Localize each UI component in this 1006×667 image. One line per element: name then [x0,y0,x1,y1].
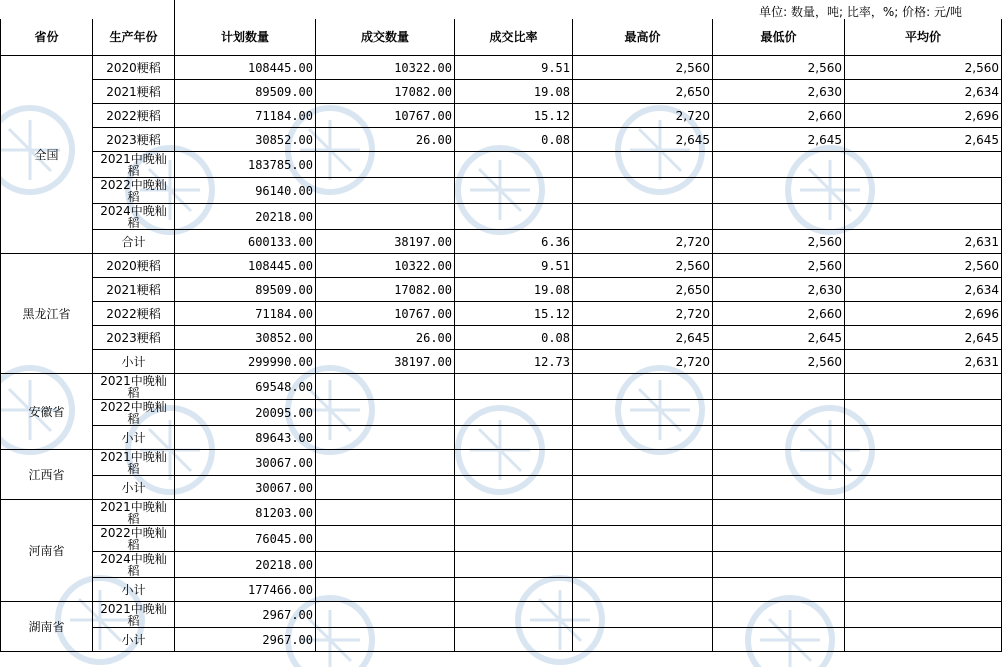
table-row [1,56,1002,80]
deal-ratio-cell [455,476,573,500]
min-price-cell [713,450,845,476]
deal-qty-cell [316,152,455,178]
max-price-cell [573,578,713,602]
header-cell: 最高价 [573,19,713,56]
min-price-cell [713,426,845,450]
province-cell: 全国 [1,56,93,254]
avg-price-cell [845,526,1002,552]
avg-price-cell: 2,560 [845,56,1002,80]
max-price-cell [573,450,713,476]
deal-qty-cell [316,426,455,450]
plan-qty-cell: 89509.00 [175,278,316,302]
min-price-cell: 2,560 [713,56,845,80]
avg-price-cell: 2,631 [845,350,1002,374]
production-year-cell: 2022中晚籼稻 [93,526,175,552]
min-price-cell: 2,560 [713,230,845,254]
max-price-cell: 2,720 [573,302,713,326]
production-year-cell: 2021中晚籼稻 [93,500,175,526]
avg-price-cell [845,450,1002,476]
max-price-cell: 2,650 [573,80,713,104]
min-price-cell [713,374,845,400]
deal-ratio-cell: 6.36 [455,230,573,254]
table-row [1,426,1002,450]
table-row [1,476,1002,500]
avg-price-cell [845,578,1002,602]
plan-qty-cell: 89643.00 [175,426,316,450]
max-price-cell [573,204,713,230]
avg-price-cell [845,426,1002,450]
plan-qty-cell: 108445.00 [175,254,316,278]
table-row [1,578,1002,602]
plan-qty-cell: 108445.00 [175,56,316,80]
deal-ratio-cell [455,526,573,552]
min-price-cell: 2,645 [713,326,845,350]
deal-qty-cell [316,526,455,552]
deal-qty-cell: 10767.00 [316,104,455,128]
plan-qty-cell: 20218.00 [175,552,316,578]
deal-qty-cell [316,204,455,230]
table-row [1,350,1002,374]
deal-ratio-cell [455,400,573,426]
table-row [1,326,1002,350]
min-price-cell [713,602,845,628]
avg-price-cell: 2,645 [845,128,1002,152]
deal-qty-cell [316,578,455,602]
plan-qty-cell: 96140.00 [175,178,316,204]
min-price-cell: 2,630 [713,80,845,104]
deal-ratio-cell [455,426,573,450]
production-year-cell: 小计 [93,578,175,602]
plan-qty-cell: 20218.00 [175,204,316,230]
max-price-cell [573,526,713,552]
min-price-cell [713,178,845,204]
header-cell: 最低价 [713,19,845,56]
max-price-cell: 2,560 [573,254,713,278]
deal-ratio-cell [455,450,573,476]
header-cell: 成交数量 [316,19,455,56]
table-row [1,254,1002,278]
min-price-cell [713,552,845,578]
table-row [1,526,1002,552]
province-cell: 河南省 [1,500,93,602]
plan-qty-cell: 71184.00 [175,302,316,326]
plan-qty-cell: 30067.00 [175,476,316,500]
avg-price-cell [845,628,1002,652]
table-row [1,552,1002,578]
deal-qty-cell: 26.00 [316,128,455,152]
production-year-cell: 2020粳稻 [93,254,175,278]
production-year-cell: 2024中晚籼稻 [93,204,175,230]
min-price-cell: 2,660 [713,104,845,128]
min-price-cell [713,578,845,602]
deal-ratio-cell: 12.73 [455,350,573,374]
deal-ratio-cell [455,500,573,526]
plan-qty-cell: 69548.00 [175,374,316,400]
plan-qty-cell: 2967.00 [175,602,316,628]
production-year-cell: 2021中晚籼稻 [93,374,175,400]
deal-qty-cell [316,500,455,526]
production-year-cell: 小计 [93,476,175,500]
deal-ratio-cell: 0.08 [455,326,573,350]
production-year-cell: 2021粳稻 [93,278,175,302]
min-price-cell [713,628,845,652]
deal-qty-cell: 10322.00 [316,254,455,278]
max-price-cell: 2,560 [573,56,713,80]
header-row [1,19,1002,56]
min-price-cell: 2,630 [713,278,845,302]
deal-qty-cell [316,602,455,628]
production-year-cell: 2020粳稻 [93,56,175,80]
max-price-cell [573,476,713,500]
table-row [1,178,1002,204]
table-row [1,450,1002,476]
deal-qty-cell [316,178,455,204]
deal-ratio-cell [455,628,573,652]
deal-ratio-cell [455,152,573,178]
max-price-cell [573,426,713,450]
production-year-cell: 2022粳稻 [93,302,175,326]
table-row [1,152,1002,178]
min-price-cell: 2,645 [713,128,845,152]
production-year-cell: 2023粳稻 [93,128,175,152]
province-cell: 黑龙江省 [1,254,93,374]
deal-qty-cell [316,552,455,578]
plan-qty-cell: 183785.00 [175,152,316,178]
max-price-cell [573,500,713,526]
deal-ratio-cell: 15.12 [455,302,573,326]
deal-qty-cell: 10322.00 [316,56,455,80]
min-price-cell [713,204,845,230]
production-year-cell: 2023粳稻 [93,326,175,350]
plan-qty-cell: 89509.00 [175,80,316,104]
deal-ratio-cell: 15.12 [455,104,573,128]
plan-qty-cell: 177466.00 [175,578,316,602]
deal-qty-cell: 17082.00 [316,278,455,302]
production-year-cell: 小计 [93,350,175,374]
avg-price-cell [845,552,1002,578]
header-cell: 计划数量 [175,19,316,56]
production-year-cell: 2024中晚籼稻 [93,552,175,578]
deal-ratio-cell [455,374,573,400]
deal-qty-cell [316,628,455,652]
deal-qty-cell: 38197.00 [316,350,455,374]
max-price-cell: 2,720 [573,230,713,254]
max-price-cell: 2,720 [573,104,713,128]
deal-ratio-cell [455,204,573,230]
max-price-cell: 2,645 [573,326,713,350]
plan-qty-cell: 81203.00 [175,500,316,526]
avg-price-cell [845,374,1002,400]
max-price-cell [573,400,713,426]
avg-price-cell: 2,696 [845,104,1002,128]
min-price-cell [713,152,845,178]
avg-price-cell [845,476,1002,500]
table-row [1,204,1002,230]
production-year-cell: 2021中晚籼稻 [93,602,175,628]
avg-price-cell [845,152,1002,178]
avg-price-cell: 2,634 [845,80,1002,104]
plan-qty-cell: 2967.00 [175,628,316,652]
deal-qty-cell [316,400,455,426]
min-price-cell: 2,660 [713,302,845,326]
deal-ratio-cell: 19.08 [455,80,573,104]
max-price-cell [573,152,713,178]
plan-qty-cell: 20095.00 [175,400,316,426]
avg-price-cell [845,500,1002,526]
avg-price-cell: 2,634 [845,278,1002,302]
avg-price-cell [845,602,1002,628]
production-year-cell: 2021粳稻 [93,80,175,104]
production-year-cell: 2021中晚籼稻 [93,152,175,178]
province-cell: 江西省 [1,450,93,500]
max-price-cell [573,552,713,578]
deal-ratio-cell [455,578,573,602]
max-price-cell: 2,720 [573,350,713,374]
plan-qty-cell: 30852.00 [175,128,316,152]
province-cell: 安徽省 [1,374,93,450]
deal-qty-cell: 38197.00 [316,230,455,254]
table-row [1,374,1002,400]
unit-note: 单位: 数量，吨; 比率，%; 价格: 元/吨 [759,5,962,19]
avg-price-cell [845,400,1002,426]
deal-ratio-cell: 19.08 [455,278,573,302]
min-price-cell [713,500,845,526]
plan-qty-cell: 299990.00 [175,350,316,374]
production-year-cell: 2022粳稻 [93,104,175,128]
deal-qty-cell: 10767.00 [316,302,455,326]
max-price-cell: 2,650 [573,278,713,302]
deal-qty-cell [316,374,455,400]
table-row [1,302,1002,326]
production-year-cell: 合计 [93,230,175,254]
plan-qty-cell: 600133.00 [175,230,316,254]
deal-qty-cell [316,476,455,500]
province-cell: 湖南省 [1,602,93,652]
max-price-cell [573,628,713,652]
avg-price-cell: 2,645 [845,326,1002,350]
max-price-cell [573,374,713,400]
deal-ratio-cell [455,552,573,578]
table-row [1,278,1002,302]
deal-ratio-cell: 9.51 [455,254,573,278]
min-price-cell [713,526,845,552]
plan-qty-cell: 76045.00 [175,526,316,552]
table-row [1,128,1002,152]
header-cell: 成交比率 [455,19,573,56]
min-price-cell [713,476,845,500]
avg-price-cell: 2,631 [845,230,1002,254]
table-row [1,500,1002,526]
deal-ratio-cell [455,602,573,628]
header-cell: 省份 [1,19,93,56]
max-price-cell: 2,645 [573,128,713,152]
production-year-cell: 2022中晚籼稻 [93,400,175,426]
min-price-cell: 2,560 [713,350,845,374]
table-row [1,104,1002,128]
max-price-cell [573,602,713,628]
deal-qty-cell: 26.00 [316,326,455,350]
max-price-cell [573,178,713,204]
avg-price-cell: 2,696 [845,302,1002,326]
min-price-cell: 2,560 [713,254,845,278]
table-row [1,602,1002,628]
avg-price-cell [845,178,1002,204]
avg-price-cell [845,204,1002,230]
table-row [1,628,1002,652]
plan-qty-cell: 30067.00 [175,450,316,476]
production-year-cell: 2021中晚籼稻 [93,450,175,476]
production-year-cell: 2022中晚籼稻 [93,178,175,204]
plan-qty-cell: 30852.00 [175,326,316,350]
deal-qty-cell: 17082.00 [316,80,455,104]
production-year-cell: 小计 [93,628,175,652]
table-row [1,80,1002,104]
production-year-cell: 小计 [93,426,175,450]
table-row [1,230,1002,254]
plan-qty-cell: 71184.00 [175,104,316,128]
header-cell: 生产年份 [93,19,175,56]
min-price-cell [713,400,845,426]
table-row [1,400,1002,426]
deal-ratio-cell [455,178,573,204]
deal-qty-cell [316,450,455,476]
deal-ratio-cell: 0.08 [455,128,573,152]
deal-ratio-cell: 9.51 [455,56,573,80]
avg-price-cell: 2,560 [845,254,1002,278]
header-cell: 平均价 [845,19,1002,56]
